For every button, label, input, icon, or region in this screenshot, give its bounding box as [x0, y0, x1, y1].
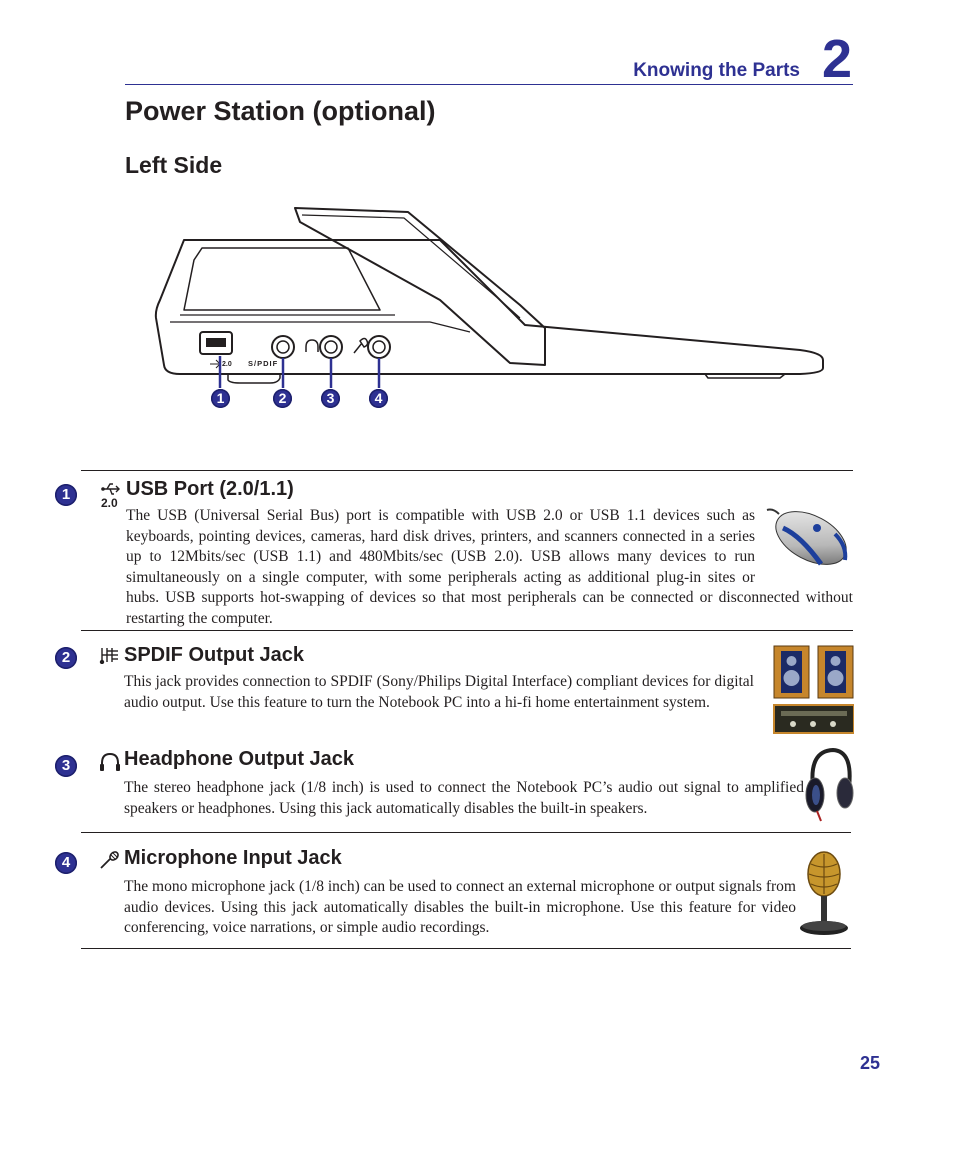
chapter-header-label: Knowing the Parts	[633, 60, 800, 81]
section-title: Left Side	[125, 152, 223, 178]
item-divider	[81, 630, 853, 631]
speakers-image	[773, 645, 854, 735]
desk-microphone-image	[795, 848, 853, 938]
headphone-port-icon	[306, 340, 318, 352]
diagram-callout-4: 4	[369, 389, 388, 408]
item-body: The stereo headphone jack (1/8 inch) is used to connect the Notebook PC’s audio out signal to amplified speakers or headphones. Using this jack automatically disables the built-in speakers.	[124, 779, 804, 817]
headphones-image	[803, 747, 855, 823]
microphone-icon	[99, 850, 121, 870]
item-heading: USB Port (2.0/1.1)	[126, 478, 294, 500]
usb-icon	[101, 482, 121, 496]
item-body: The USB (Universal Serial Bus) port is compatible with USB 2.0 or USB 1.1 devices such as keyboards, pointing devices, cameras, hard disk drives, printers, and scanners connected in a series up to 12Mbits/sec (USB 1.1) and 480Mbits/sec (USB 2.0). USB allows many devices to run simultaneously on a single computer, with some peripherals acting as additional plug-in sites or hubs. USB supports hot-swapping of devices so that most peripherals can be connected or disconnected without restarting the computer.	[126, 507, 853, 627]
spdif-icon	[99, 646, 121, 664]
item-body-container	[126, 506, 853, 629]
page-number: 25	[860, 1053, 881, 1073]
microphone-jack	[368, 336, 390, 358]
item-number-badge: 2	[55, 647, 77, 669]
item-number-badge: 4	[55, 852, 77, 874]
spdif-port-label: S/PDIF	[248, 359, 279, 368]
usb-icon-caption: 2.0	[101, 496, 118, 510]
diagram-callout-3: 3	[321, 389, 340, 408]
item-number-badge: 1	[55, 484, 77, 506]
item-number-badge: 3	[55, 755, 77, 777]
item-body: This jack provides connection to SPDIF (Sony/Philips Digital Interface) compliant devices for digital audio output. Use this feature to turn the Notebook PC into a hi-fi home entertainment system.	[124, 673, 754, 711]
item-heading: Headphone Output Jack	[124, 748, 355, 770]
page-title: Power Station (optional)	[125, 96, 436, 126]
headphone-jack	[320, 336, 342, 358]
chapter-number: 2	[822, 29, 853, 89]
spdif-jack	[272, 336, 294, 358]
usb-mouse-image	[761, 506, 853, 571]
power-station-left-side-diagram	[140, 200, 840, 420]
usb-port-label: 2.0	[222, 361, 232, 368]
item-heading: Microphone Input Jack	[124, 847, 342, 869]
header-rule	[125, 84, 853, 85]
item-divider	[81, 948, 851, 949]
item-divider	[81, 832, 851, 833]
diagram-callout-1: 1	[211, 389, 230, 408]
microphone-port-icon	[354, 339, 368, 354]
usb-port-icon	[210, 360, 220, 368]
headphone-icon	[99, 752, 121, 772]
item-divider	[81, 470, 853, 471]
item-body: The mono microphone jack (1/8 inch) can be used to connect an external microphone or output signals from audio devices. Using this jack automatically disables the built-in microphone. Use this feature for video conferencing, voice narrations, or simple audio recordings.	[124, 878, 796, 936]
item-heading: SPDIF Output Jack	[124, 644, 305, 666]
diagram-callout-2: 2	[273, 389, 292, 408]
